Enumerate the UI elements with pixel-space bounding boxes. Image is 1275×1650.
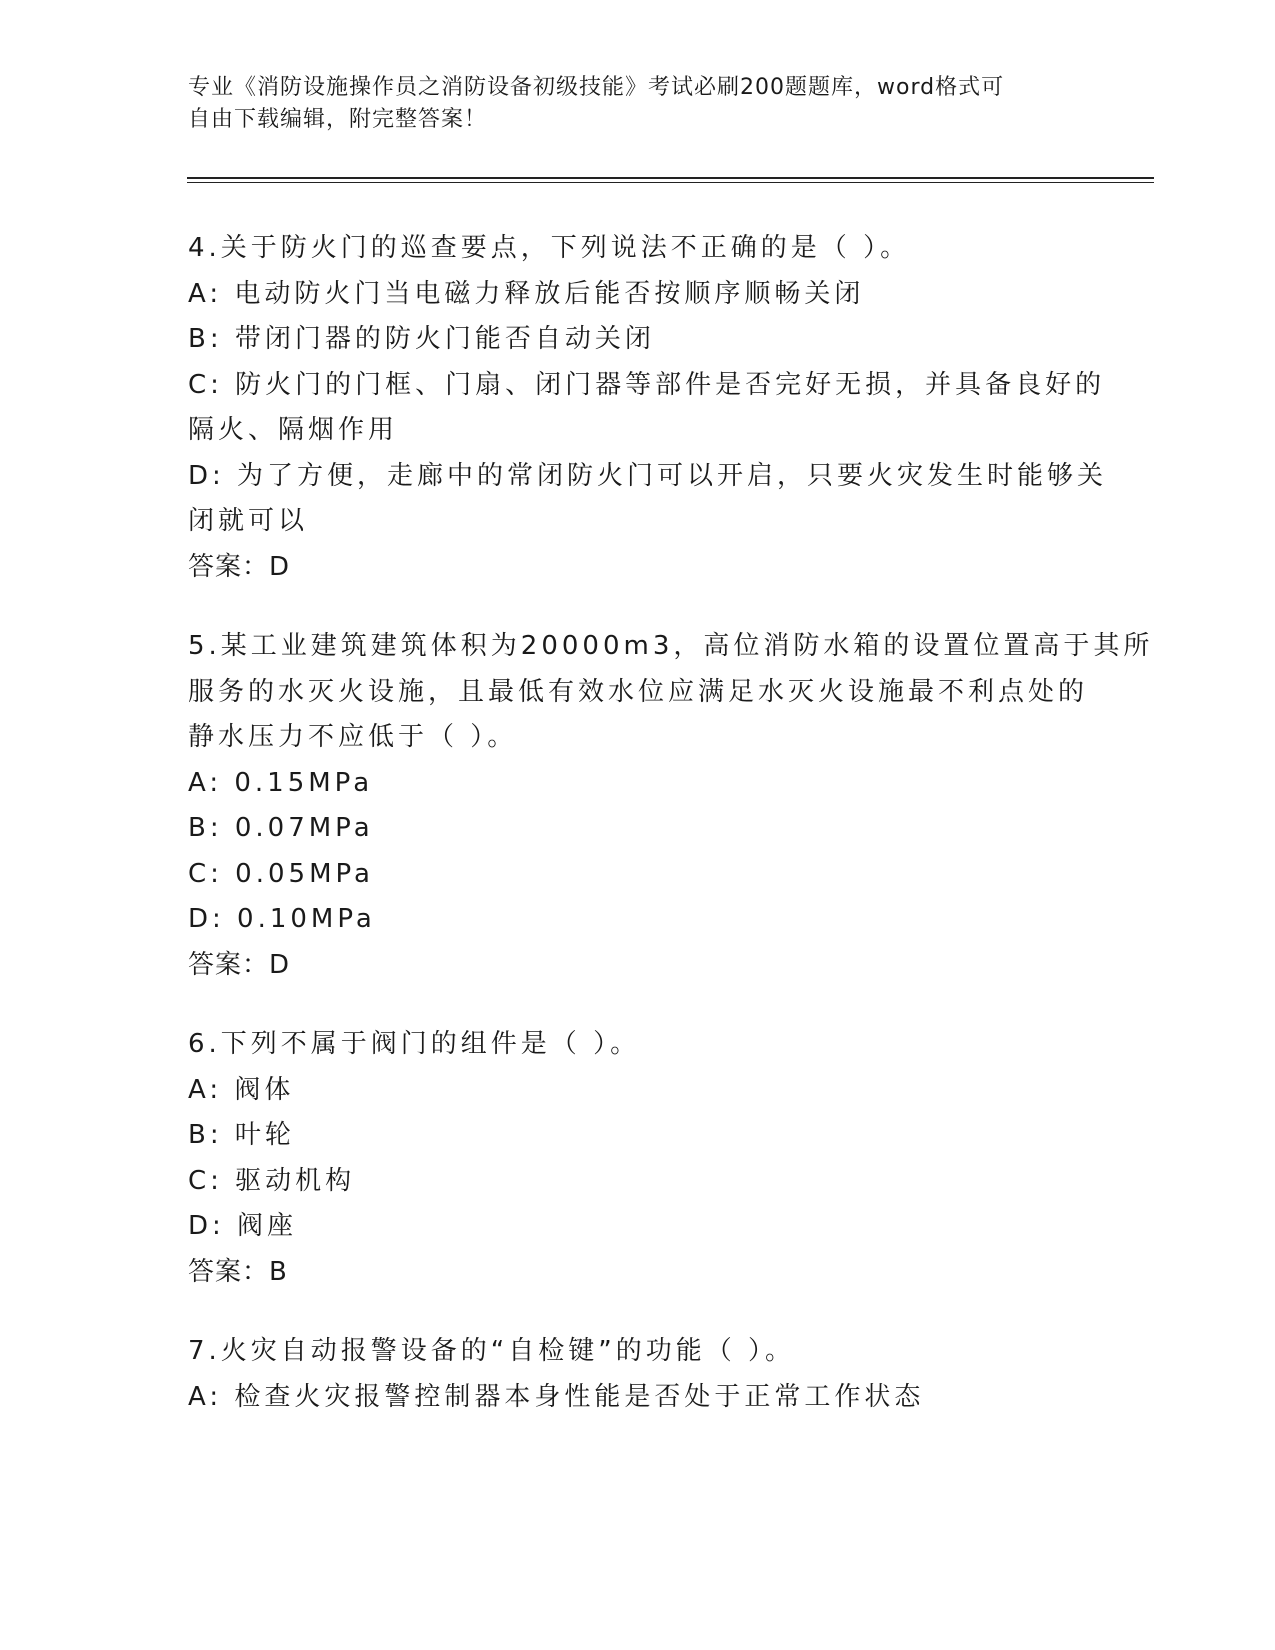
option-c: C: 防火门的门框、门扇、闭门器等部件是否完好无损，并具备良好的	[188, 369, 1106, 400]
header-line-1: 专业《消防设施操作员之消防设备初级技能》考试必刷200题题库，word格式可	[188, 75, 1005, 100]
option-c: C: 驱动机构	[188, 1165, 356, 1196]
option-a: A: 0.15MPa	[188, 767, 374, 798]
answer-label: 答案：B	[188, 1256, 288, 1287]
option-d-continued: 闭就可以	[188, 506, 309, 536]
option-c-continued: 隔火、隔烟作用	[188, 415, 399, 445]
question-6	[188, 1022, 1088, 1295]
option-d: D: 0.10MPa	[188, 904, 376, 934]
question-stem: 4.关于防火门的巡查要点，下列说法不正确的是（ ）。	[188, 233, 911, 263]
question-list	[188, 226, 1154, 1454]
option-b: B: 叶轮	[188, 1120, 295, 1150]
question-stem: 5.某工业建筑建筑体积为20000m3，高位消防水箱的设置位置高于其所	[188, 631, 1154, 661]
option-d: D: 为了方便，走廊中的常闭防火门可以开启，只要火灾发生时能够关	[188, 460, 1108, 491]
document-header	[188, 72, 1088, 136]
option-a: A: 阀体	[188, 1074, 295, 1105]
option-a: A: 检查火灾报警控制器本身性能是否处于正常工作状态	[188, 1381, 925, 1412]
header-line-2: 自由下载编辑，附完整答案！	[188, 107, 488, 132]
option-b: B: 带闭门器的防火门能否自动关闭	[188, 324, 655, 354]
option-c: C: 0.05MPa	[188, 858, 374, 889]
option-b: B: 0.07MPa	[188, 813, 374, 843]
question-7	[188, 1329, 1088, 1420]
question-stem: 7.火灾自动报警设备的“自检键”的功能（ ）。	[188, 1336, 796, 1366]
option-d: D: 阀座	[188, 1211, 298, 1241]
answer-label: 答案：D	[188, 949, 291, 980]
question-5	[188, 624, 1154, 988]
answer-label: 答案：D	[188, 551, 291, 582]
question-stem: 6.下列不属于阀门的组件是（ ）。	[188, 1029, 641, 1059]
question-stem-continued: 服务的水灭火设施，且最低有效水位应满足水灭火设施最不利点处的	[188, 676, 1089, 707]
question-stem-continued: 静水压力不应低于（ ）。	[188, 722, 518, 752]
header-divider	[187, 177, 1154, 183]
option-a: A: 电动防火门当电磁力释放后能否按顺序顺畅关闭	[188, 278, 865, 309]
question-4	[188, 226, 1108, 590]
